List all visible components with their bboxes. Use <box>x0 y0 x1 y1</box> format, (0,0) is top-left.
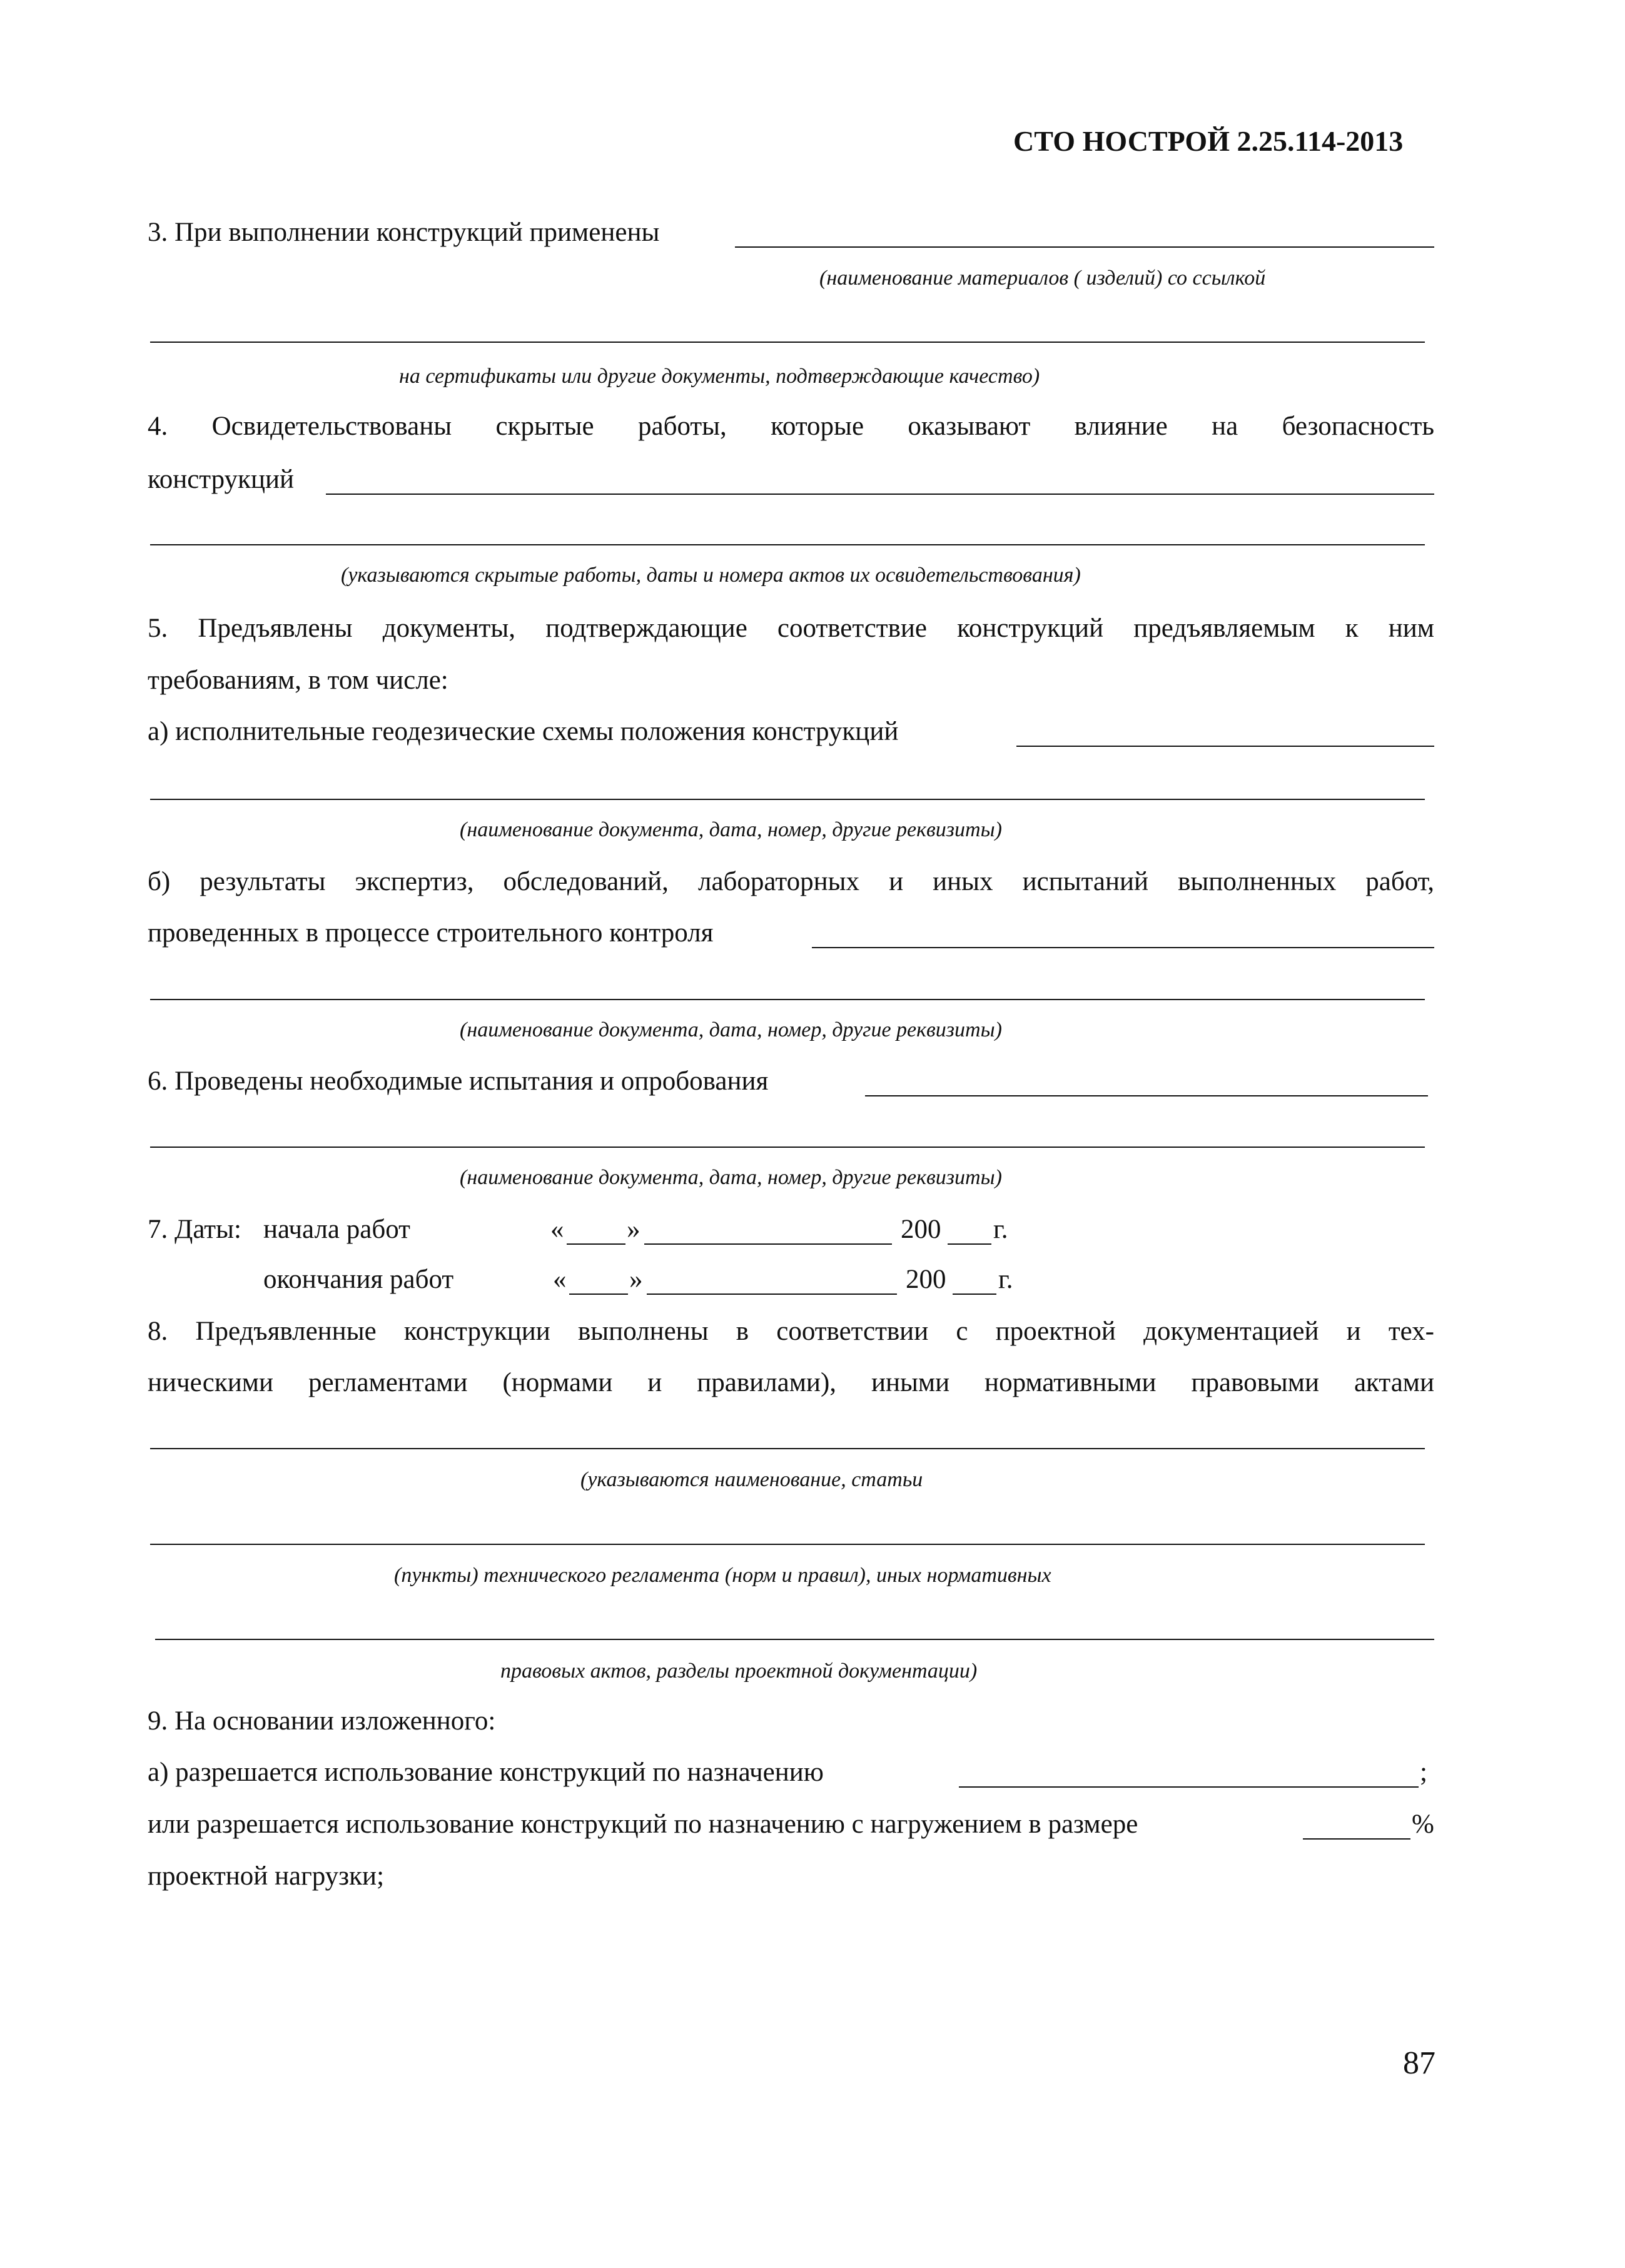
item-5b-fill-line-2[interactable] <box>150 999 1425 1000</box>
item-7-start-label: начала работ <box>263 1215 410 1244</box>
item-3-caption-2: на сертификаты или другие документы, подтверждающие качество) <box>399 365 1040 388</box>
item-9-percent-sign: % <box>1412 1810 1434 1839</box>
item-5a-text: а) исполнительные геодезические схемы положения конструкций <box>148 717 899 746</box>
item-8-fill-line-1[interactable] <box>150 1448 1425 1449</box>
item-8-line-1: 8. Предъявленные конструкции выполнены в соответствии с проектной документацией и тех- <box>148 1317 1434 1346</box>
item-6-fill-line-2[interactable] <box>150 1147 1425 1148</box>
item-5b-line-1: б) результаты экспертиз, обследований, лабораторных и иных испытаний выполненных работ, <box>148 867 1434 896</box>
item-4-fill-line-2[interactable] <box>150 544 1425 545</box>
item-9-percent-field[interactable] <box>1303 1838 1410 1840</box>
item-4-line-1: 4. Освидетельствованы скрытые работы, которые оказывают влияние на безопасность <box>148 412 1434 441</box>
item-8-fill-line-2[interactable] <box>150 1544 1425 1545</box>
item-6-text: 6. Проведены необходимые испытания и опробования <box>148 1066 769 1096</box>
item-8-line-2: ническими регламентами (нормами и правилами), иными нормативными правовыми актами <box>148 1368 1434 1397</box>
item-7-start-quote-open: « <box>550 1215 564 1244</box>
item-8-caption-2: (пункты) технического регламента (норм и правил), иных нормативных <box>394 1564 1051 1587</box>
item-3-fill-line[interactable] <box>735 246 1434 248</box>
item-9a-text: а) разрешается использование конструкций по назначению <box>148 1758 824 1787</box>
item-5a-fill-line[interactable] <box>1016 746 1434 747</box>
page-number: 87 <box>1403 2045 1435 2081</box>
item-5a-fill-line-2[interactable] <box>150 799 1425 800</box>
item-3-text: 3. При выполнении конструкций применены <box>148 218 660 247</box>
item-7-end-month-field[interactable] <box>647 1293 897 1295</box>
item-7-end-quote-open: « <box>553 1265 567 1294</box>
item-7-start-month-field[interactable] <box>644 1243 892 1245</box>
item-7-start-day-field[interactable] <box>567 1243 625 1245</box>
item-6-fill-line[interactable] <box>865 1095 1428 1096</box>
item-4-line-2: конструкций <box>148 465 294 494</box>
item-7-end-year-suffix: г. <box>998 1265 1013 1294</box>
item-7-end-quote-close: » <box>629 1265 643 1294</box>
item-8-fill-line-3[interactable] <box>155 1639 1434 1640</box>
item-7-end-day-field[interactable] <box>569 1293 628 1295</box>
item-6-caption: (наименование документа, дата, номер, другие реквизиты) <box>460 1166 1002 1189</box>
item-8-caption-3: правовых актов, разделы проектной документации) <box>500 1659 978 1683</box>
item-4-caption: (указываются скрытые работы, даты и номера актов их освидетельствования) <box>341 564 1081 587</box>
item-4-fill-line[interactable] <box>326 494 1434 495</box>
item-7-end-year-field[interactable] <box>953 1293 996 1295</box>
item-7-label: 7. Даты: <box>148 1215 241 1244</box>
item-9a-end: ; <box>1420 1758 1427 1787</box>
item-5b-caption: (наименование документа, дата, номер, другие реквизиты) <box>460 1018 1002 1041</box>
item-7-start-year-suffix: г. <box>993 1215 1008 1244</box>
item-9a-fill-line[interactable] <box>959 1786 1419 1788</box>
item-9-text: 9. На основании изложенного: <box>148 1706 496 1736</box>
item-5-line-1: 5. Предъявлены документы, подтверждающие соответствие конструкций предъявляемым к ним <box>148 614 1434 643</box>
document-header: СТО НОСТРОЙ 2.25.114-2013 <box>1013 125 1404 157</box>
item-7-start-quote-close: » <box>627 1215 640 1244</box>
item-5-line-2: требованиям, в том числе: <box>148 666 448 695</box>
item-5b-line-2: проведенных в процессе строительного контроля <box>148 918 714 948</box>
item-7-end-year-prefix: 200 <box>906 1265 946 1294</box>
item-3-caption-1: (наименование материалов ( изделий) со ссылкой <box>819 266 1266 290</box>
item-7-start-year-prefix: 200 <box>901 1215 941 1244</box>
item-9-alt-text: или разрешается использование конструкций по назначению с нагружением в размере <box>148 1810 1138 1839</box>
item-7-end-label: окончания работ <box>263 1265 454 1294</box>
item-3-fill-line-2[interactable] <box>150 342 1425 343</box>
item-9-alt-text-2: проектной нагрузки; <box>148 1861 385 1891</box>
item-8-caption-1: (указываются наименование, статьи <box>580 1468 923 1491</box>
item-7-start-year-field[interactable] <box>948 1243 991 1245</box>
item-5b-fill-line[interactable] <box>812 947 1434 948</box>
item-5a-caption: (наименование документа, дата, номер, другие реквизиты) <box>460 818 1002 841</box>
